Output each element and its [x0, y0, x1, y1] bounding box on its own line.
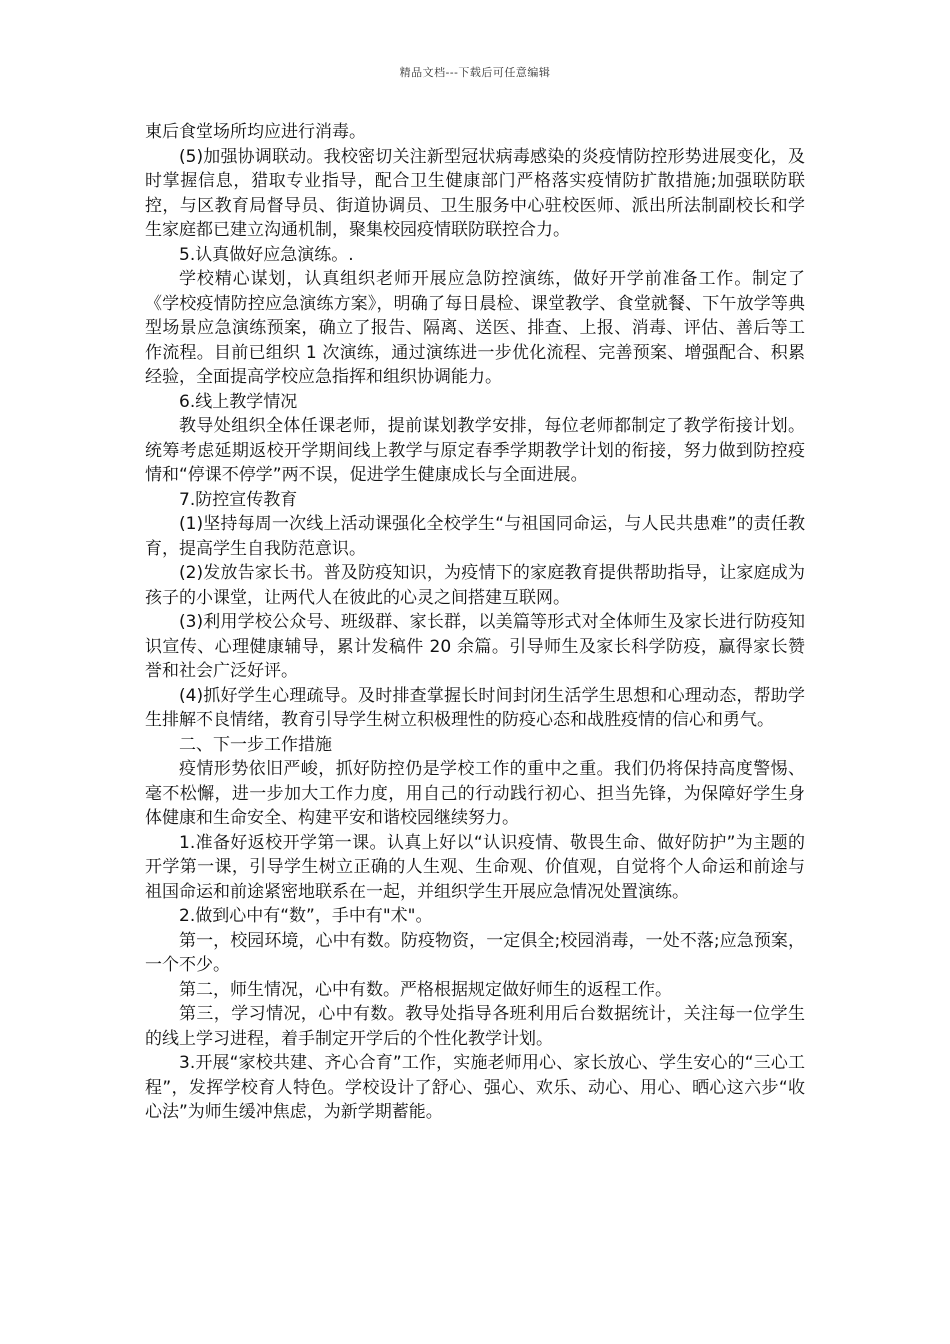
heading-know-numbers: 2.做到心中有“数”，手中有"术"。: [179, 906, 433, 926]
paragraph-cleaning-continued: 東后食堂场所均应进行消毒。: [145, 122, 366, 142]
paragraph-first-campus: 第一，校园环境，心中有数。防疫物资，一定俱全;校园消毒，一处不落;应急预案，一个不少。: [145, 930, 805, 975]
paragraph-next-steps-intro: 疫情形势依旧严峻，抓好防控仍是学校工作的重中之重。我们仍将保持高度警惕、毫不松懈，进一步加大工作力度，用自己的行动践行初心、担当先锋，为保障好学生身体健康和生命安全、构建平安和谐校园继续努力。: [145, 759, 805, 828]
heading-online-teaching: 6.线上教学情况: [179, 391, 298, 412]
document-body: [145, 120, 805, 1125]
paragraph-first-lesson: 1.准备好返校开学第一课。认真上好以“认识疫情、敬畏生命、做好防护”为主题的开学第一课，引导学生树立正确的人生观、生命观、价值观，自觉将个人命运和前途与祖国命运和前途紧密地联系在一起，并组织学生开展应急情况处置演练。: [145, 832, 805, 902]
paragraph-publicity-4: (4)抓好学生心理疏导。及时排查掌握长时间封闭生活学生思想和心理动态，帮助学生排解不良情绪，教育引导学生树立积极理性的防疫心态和战胜疫情的信心和勇气。: [145, 685, 805, 730]
paragraph-coordination: (5)加强协调联动。我校密切关注新型冠状病毒感染的炎疫情防控形势进展变化，及时掌握信息，猎取专业指导，配合卫生健康部门严格落实疫情防扩散措施;加强联防联控，与区教育局督导员、街道协调员、卫生服务中心驻校医师、派出所法制副校长和学生家庭都已建立沟通机制，聚集校园疫情联防联控合力。: [145, 146, 805, 240]
paragraph-online-teaching: 教导处组织全体任课老师，提前谋划教学安排，每位老师都制定了教学衔接计划。统筹考虑延期返校开学期间线上教学与原定春季学期教学计划的衔接，努力做到防控疫情和“停课不停学”两不误，促进学生健康成长与全面进展。: [145, 416, 805, 485]
paragraph-third-study: 第三，学习情况，心中有数。教导处指导各班利用后台数据统计，关注每一位学生的线上学习进程，着手制定开学后的个性化教学计划。: [145, 1004, 805, 1049]
heading-emergency-drill: 5.认真做好应急演练。.: [179, 244, 354, 265]
page-header: 精品文档---下载后可任意编辑: [399, 66, 551, 79]
heading-next-steps: 二、下一步工作措施: [179, 734, 332, 755]
paragraph-publicity-1: (1)坚持每周一次线上活动课强化全校学生“与祖国同命运，与人民共患难”的责任教育，提高学生自我防范意识。: [145, 514, 805, 559]
paragraph-publicity-3: (3)利用学校公众号、班级群、家长群，以美篇等形式对全体师生及家长进行防疫知识宣传、心理健康辅导，累计发稿件 20 余篇。引导师生及家长科学防疫，赢得家长赞誉和社会广泛好评。: [145, 612, 805, 681]
paragraph-emergency-drill: 学校精心谋划，认真组织老师开展应急防控演练，做好开学前准备工作。制定了《学校疫情防控应急演练方案》，明确了每日晨检、课堂教学、食堂就餐、下午放学等典型场景应急演练预案，确立了报告、隔离、送医、排查、上报、消毒、评估、善后等工作流程。目前已组织 1 次演练，通过演练进一步优化流程、完善预案、增强配合、积累经验，全面提高学校应急指挥和组织协调能力。: [145, 269, 805, 387]
paragraph-second-staff: 第二，师生情况，心中有数。严格根据规定做好师生的返程工作。: [179, 979, 672, 1000]
heading-publicity-education: 7.防控宣传教育: [179, 489, 298, 510]
paragraph-home-school: 3.开展“家校共建、齐心合育”工作，实施老师用心、家长放心、学生安心的“三心工程”，发挥学校育人特色。学校设计了舒心、强心、欢乐、动心、用心、晒心这六步“收心法”为师生缓冲焦虑，为新学期蓄能。: [145, 1053, 805, 1122]
paragraph-publicity-2: (2)发放告家长书。普及防疫知识，为疫情下的家庭教育提供帮助指导，让家庭成为孩子的小课堂，让两代人在彼此的心灵之间搭建互联网。: [145, 563, 805, 608]
